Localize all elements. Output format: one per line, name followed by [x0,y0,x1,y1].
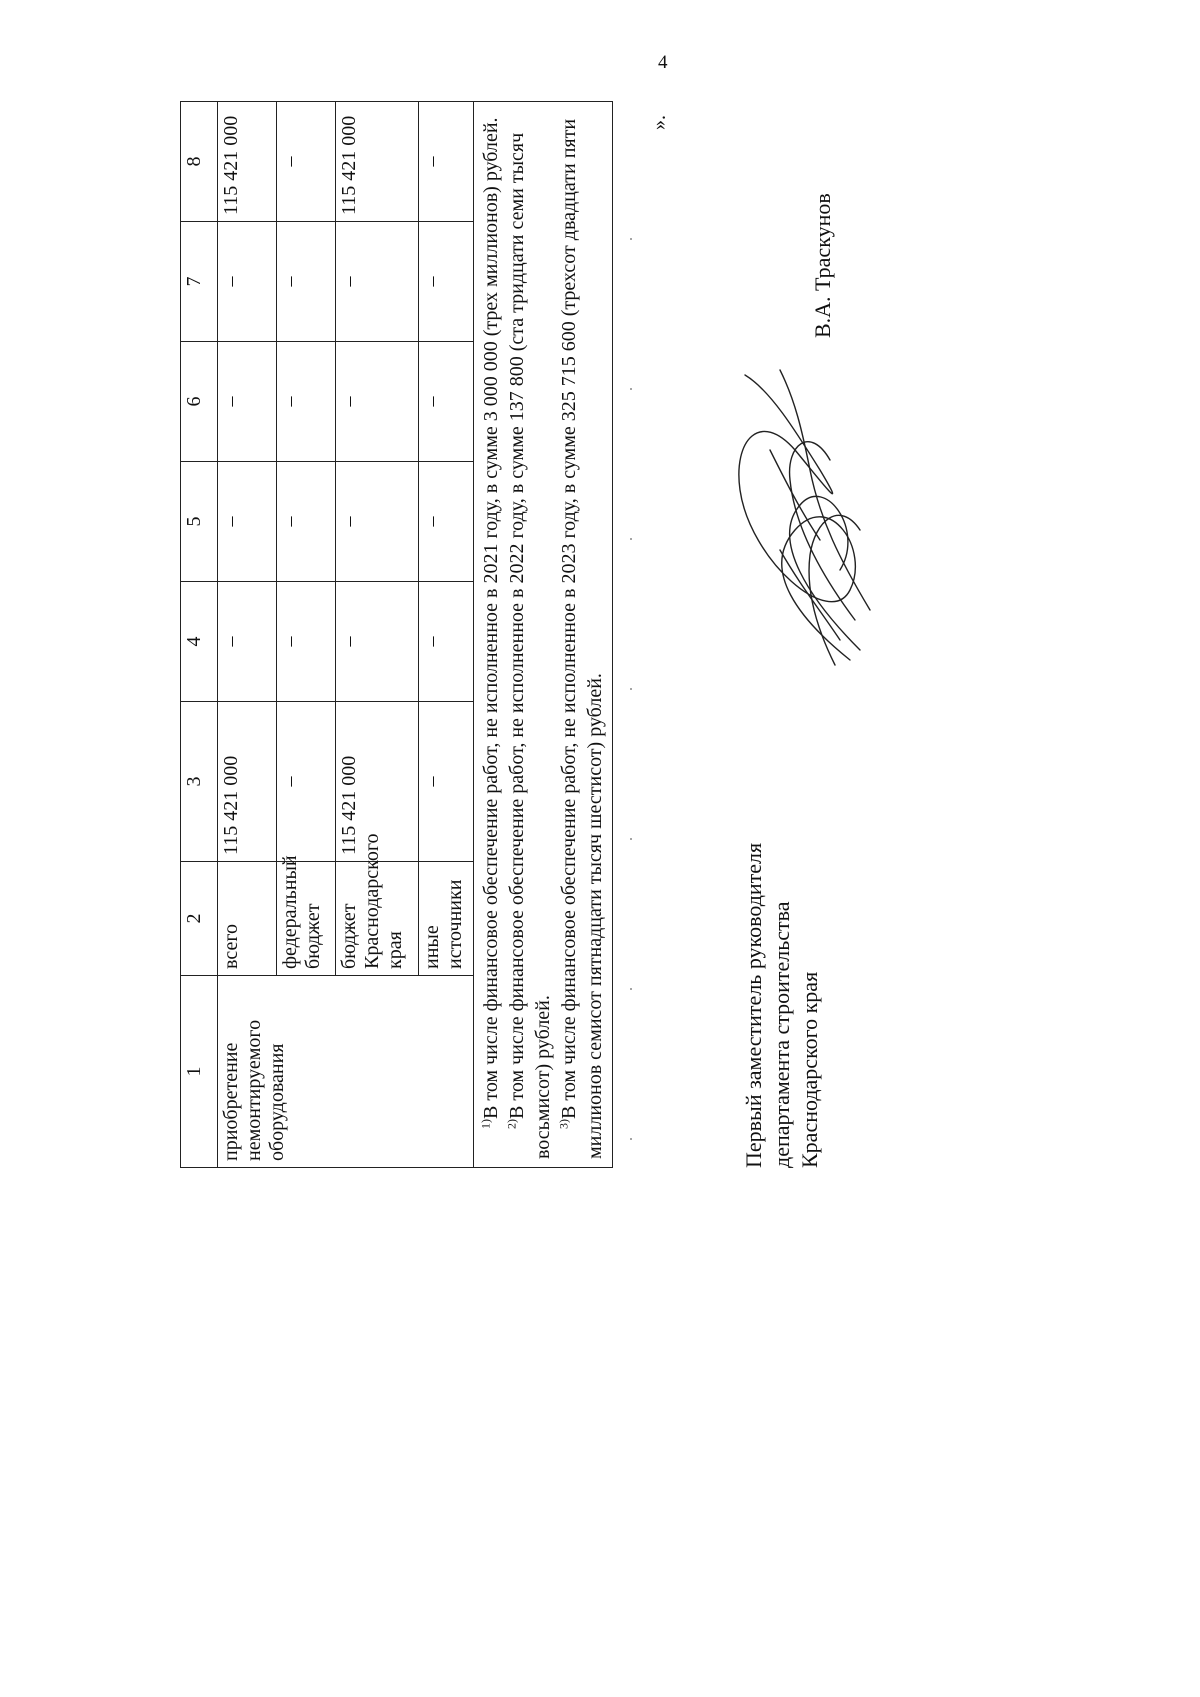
footnote-3 [556,110,608,1159]
column-header: 2 [181,862,218,976]
value-cell: 115 421 000 [218,702,277,862]
footnote-text: В том числе финансовое обеспечение работ, не исполненное в 2023 году, в сумме 325 715 600 (трехсот двадцати пяти миллионов семисот пятнадцати тысяч шестисот) рублей. [558,118,606,1159]
value-cell: – [419,102,474,222]
value-cell: – [419,702,474,862]
footnote-text: В том числе финансовое обеспечение работ, не исполненное в 2021 году, в сумме 3 000 000 (трех миллионов) рублей. [480,117,502,1119]
value-cell: – [218,342,277,462]
footnote-mark: 2) [504,1119,519,1129]
source-cell: иные источники [419,862,474,976]
column-header: 3 [181,702,218,862]
footnote-mark: 3) [556,1119,571,1129]
value-cell: – [277,582,336,702]
table-row [218,102,277,1168]
value-cell: – [419,582,474,702]
signer-name: В.А. Траскунов [810,193,835,338]
signer-position-line: Первый заместитель руководителя [741,842,766,1168]
value-cell: – [336,582,419,702]
landscape-content [160,80,1180,1180]
value-cell: – [277,702,336,862]
item-name-cell [218,976,474,1168]
value-cell: – [336,462,419,582]
signer-position [740,843,824,1168]
source-cell: федеральный бюджет [277,862,336,976]
value-cell: – [277,222,336,342]
closing-quote: ». [648,115,670,130]
column-header: 5 [181,462,218,582]
value-cell: – [218,582,277,702]
footnotes-cell [474,102,613,1168]
funding-table [180,101,613,1168]
footnote-text: В том числе финансовое обеспечение работ, не исполненное в 2022 году, в сумме 137 800 (ста тридцати семи тысяч восьмисот) рублей. [506,132,554,1159]
column-header: 8 [181,102,218,222]
footnotes-row [474,102,613,1168]
value-cell: – [277,342,336,462]
handwritten-signature [700,360,890,680]
value-cell: – [419,222,474,342]
value-cell: – [277,462,336,582]
footnote-mark: 1) [478,1119,493,1129]
footnote-1 [478,110,504,1159]
page-number: 4 [658,52,668,73]
value-cell: – [218,222,277,342]
value-cell: – [419,462,474,582]
item-name-line: оборудования [266,1043,288,1161]
value-cell: 115 421 000 [336,102,419,222]
signer-position-line: департамента строительства [769,901,795,1168]
column-header: 7 [181,222,218,342]
column-header: 4 [181,582,218,702]
value-cell: – [336,342,419,462]
value-cell: – [336,222,419,342]
source-cell: бюджет Краснодарского края [336,862,419,976]
item-name-line: немонтируемого [243,1019,265,1161]
rotated-page-content [160,80,1180,1180]
table-header-row [181,102,218,1168]
signer-position-line: Краснодарского края [797,971,823,1168]
item-name-line: приобретение [220,1042,242,1161]
column-header: 1 [181,976,218,1168]
value-cell: – [419,342,474,462]
source-cell: всего [218,862,277,976]
footnote-2 [504,110,556,1159]
value-cell: 115 421 000 [218,102,277,222]
value-cell: – [218,462,277,582]
value-cell: 115 421 000 [336,702,419,862]
value-cell: – [277,102,336,222]
column-header: 6 [181,342,218,462]
